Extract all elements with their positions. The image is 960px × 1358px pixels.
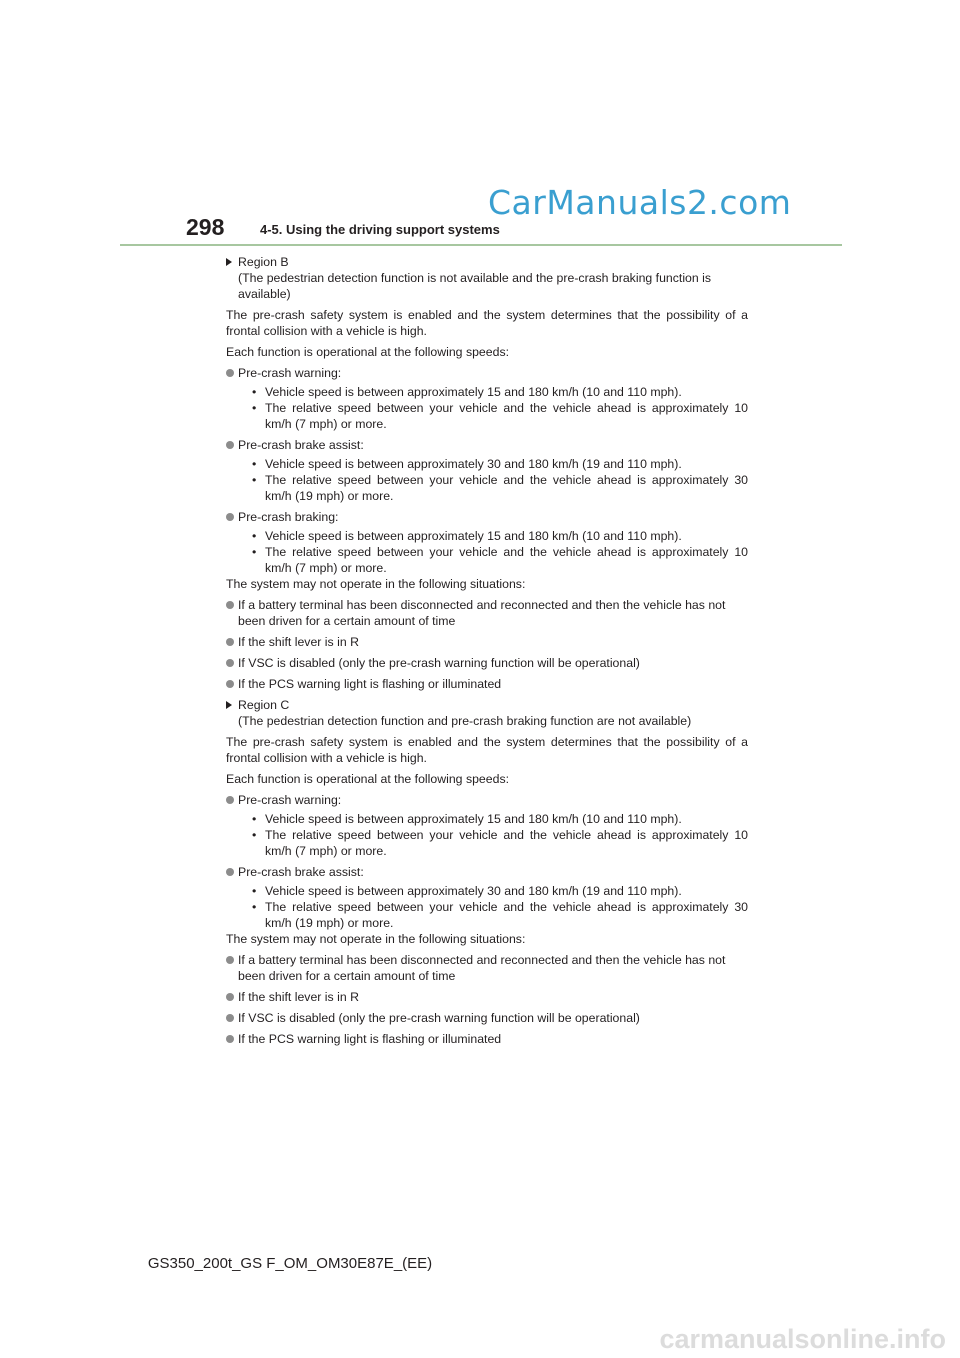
- sub-item: • Vehicle speed is between approximately 30 and 180 km/h (19 and 110 mph).: [252, 457, 682, 471]
- region-c-heading: [226, 697, 748, 729]
- sub-bullet-icon: •: [252, 529, 257, 543]
- function-title: Pre-crash warning:: [238, 366, 342, 380]
- sub-item: • Vehicle speed is between approximately 30 and 180 km/h (19 and 110 mph).: [252, 884, 682, 898]
- situation-item: If VSC is disabled (only the pre-crash warning function will be operational): [226, 1010, 748, 1026]
- sub-bullet-icon: •: [252, 900, 257, 914]
- bullet-dot-icon: [226, 659, 234, 667]
- bullet-dot-icon: [226, 868, 234, 876]
- function-title: Pre-crash warning:: [238, 793, 342, 807]
- sub-item: • Vehicle speed is between approximately 15 and 180 km/h (10 and 110 mph).: [252, 529, 682, 543]
- bullet-dot-icon: [226, 993, 234, 1001]
- bullet-dot-icon: [226, 441, 234, 449]
- footer-doc-code: [0, 1255, 960, 1272]
- watermark-logo: CarManuals2.com: [488, 183, 792, 222]
- situation-item: If VSC is disabled (only the pre-crash warning function will be operational): [226, 655, 748, 671]
- region-note: (The pedestrian detection function is not available and the pre-crash braking function is available): [238, 271, 712, 301]
- function-title: Pre-crash braking:: [238, 510, 339, 524]
- situation-item: If the shift lever is in R: [226, 634, 748, 650]
- bottom-watermark-text: carmanualsonline.info: [659, 1324, 946, 1354]
- sub-item: • The relative speed between your vehicle and the vehicle ahead is approximately 30 km/h (19 mph) or more.: [252, 900, 748, 930]
- bullet-dot-icon: [226, 1035, 234, 1043]
- function-title: Pre-crash brake assist:: [238, 438, 364, 452]
- triangle-bullet-icon: [226, 258, 232, 266]
- not-operate-intro: The system may not operate in the following situations:: [226, 932, 526, 946]
- bullet-dot-icon: [226, 369, 234, 377]
- region-intro: The pre-crash safety system is enabled and the system determines that the possibility of a frontal collision with a vehicle is high.: [226, 308, 748, 338]
- sub-bullet-icon: •: [252, 473, 257, 487]
- sub-item: • Vehicle speed is between approximately 15 and 180 km/h (10 and 110 mph).: [252, 812, 682, 826]
- speeds-intro: Each function is operational at the following speeds:: [226, 772, 510, 786]
- region-intro: The pre-crash safety system is enabled and the system determines that the possibility of a frontal collision with a vehicle is high.: [226, 735, 748, 765]
- sub-item: • The relative speed between your vehicle and the vehicle ahead is approximately 10 km/h (7 mph) or more.: [252, 401, 748, 431]
- triangle-bullet-icon: [226, 701, 232, 709]
- region-b-heading: [226, 254, 748, 302]
- header-divider: [120, 244, 842, 246]
- situation-item: If the PCS warning light is flashing or illuminated: [226, 676, 748, 692]
- region-label: Region C: [238, 698, 290, 712]
- bullet-dot-icon: [226, 680, 234, 688]
- content: [226, 254, 748, 1052]
- bullet-dot-icon: [226, 1014, 234, 1022]
- sub-bullet-icon: •: [252, 828, 257, 842]
- situation-item: If the shift lever is in R: [226, 989, 748, 1005]
- bullet-dot-icon: [226, 513, 234, 521]
- bullet-dot-icon: [226, 638, 234, 646]
- sub-bullet-icon: •: [252, 884, 257, 898]
- speeds-intro: Each function is operational at the following speeds:: [226, 345, 510, 359]
- region-label: Region B: [238, 255, 289, 269]
- sub-bullet-icon: •: [252, 812, 257, 826]
- bottom-watermark: [0, 1320, 960, 1358]
- bullet-dot-icon: [226, 796, 234, 804]
- not-operate-intro: The system may not operate in the following situations:: [226, 577, 526, 591]
- footer-text: GS350_200t_GS F_OM_OM30E87E_(EE): [147, 1255, 433, 1272]
- function-title: Pre-crash brake assist:: [238, 865, 364, 879]
- function-item: [226, 509, 748, 576]
- function-item: [226, 365, 748, 432]
- function-item: [226, 792, 748, 859]
- page-number: 298: [186, 214, 225, 240]
- sub-item: • The relative speed between your vehicle and the vehicle ahead is approximately 30 km/h (19 mph) or more.: [252, 473, 748, 503]
- sub-bullet-icon: •: [252, 545, 257, 559]
- section-title: 4-5. Using the driving support systems: [260, 222, 500, 237]
- sub-bullet-icon: •: [252, 401, 257, 415]
- function-item: [226, 437, 748, 504]
- sub-item: • Vehicle speed is between approximately 15 and 180 km/h (10 and 110 mph).: [252, 385, 682, 399]
- sub-bullet-icon: •: [252, 457, 257, 471]
- situation-item: If a battery terminal has been disconnected and reconnected and then the vehicle has not been driven for a certain amount of time: [226, 952, 748, 984]
- sub-item: • The relative speed between your vehicle and the vehicle ahead is approximately 10 km/h (7 mph) or more.: [252, 828, 748, 858]
- bullet-dot-icon: [226, 601, 234, 609]
- function-item: [226, 864, 748, 931]
- region-note: (The pedestrian detection function and pre-crash braking function are not available): [238, 714, 692, 728]
- sub-bullet-icon: •: [252, 385, 257, 399]
- sub-item: • The relative speed between your vehicle and the vehicle ahead is approximately 10 km/h (7 mph) or more.: [252, 545, 748, 575]
- situation-item: If the PCS warning light is flashing or illuminated: [226, 1031, 748, 1047]
- situation-item: If a battery terminal has been disconnected and reconnected and then the vehicle has not been driven for a certain amount of time: [226, 597, 748, 629]
- bullet-dot-icon: [226, 956, 234, 964]
